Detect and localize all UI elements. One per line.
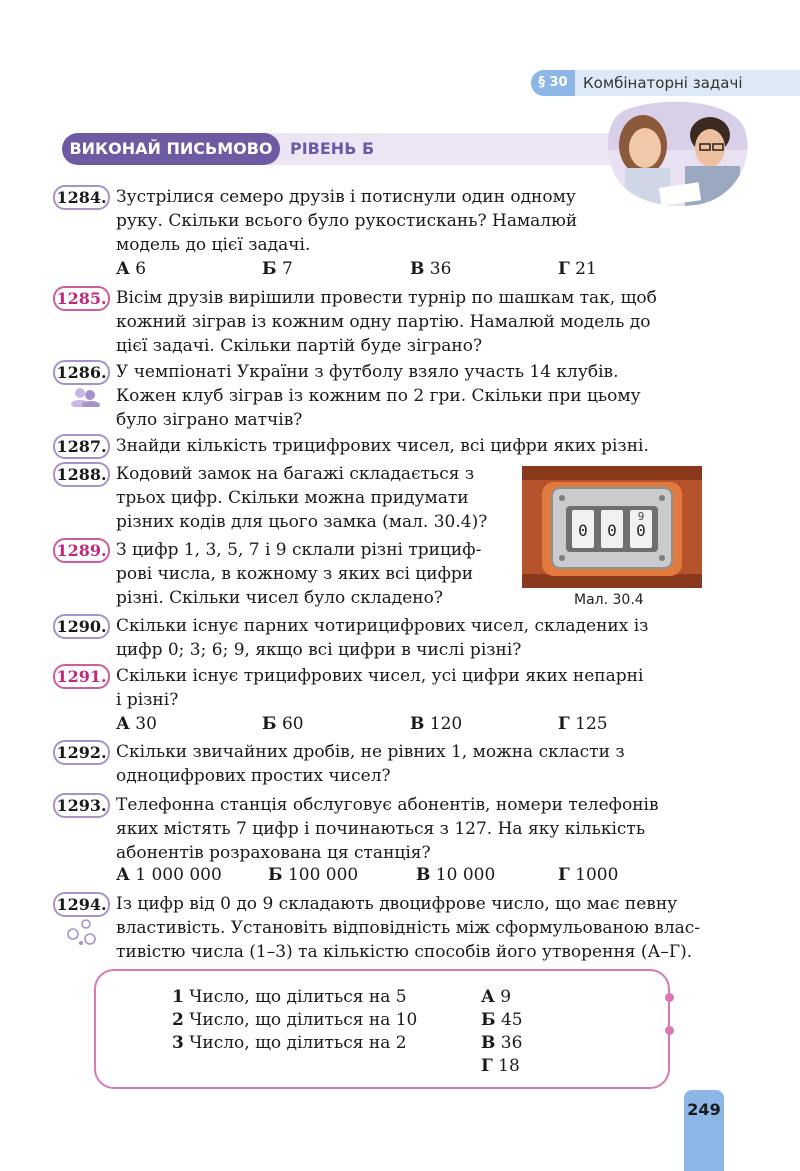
problem-text bbox=[116, 360, 706, 432]
problem-text bbox=[116, 892, 706, 964]
connections-icon bbox=[66, 918, 100, 946]
students-photo bbox=[605, 100, 750, 210]
problem-line: Вісім друзів вирішили провести турнір по шашкам так, щоб bbox=[116, 288, 657, 308]
problem-line: і різні? bbox=[116, 690, 179, 710]
section-number: § 30 bbox=[531, 70, 575, 96]
problem-number: 1294. bbox=[53, 892, 110, 917]
answer-option: В 36 bbox=[410, 259, 452, 279]
decorative-dot bbox=[665, 1026, 674, 1035]
group-work-icon bbox=[70, 387, 100, 407]
problem-line: Кодовий замок на багажі складається з bbox=[116, 464, 475, 484]
problem-line: Зустрілися семеро друзів і потиснули один одному bbox=[116, 187, 576, 207]
answer-option: Б 60 bbox=[262, 714, 304, 734]
problem-number: 1284. bbox=[53, 185, 110, 210]
problem-text bbox=[116, 538, 508, 610]
matching-right-item: Г 18 bbox=[481, 1056, 520, 1076]
problem-line: Із цифр від 0 до 9 складають двоцифрове число, що має певну bbox=[116, 894, 678, 914]
problem-text bbox=[116, 740, 706, 788]
combination-lock-figure bbox=[522, 466, 702, 588]
problem-line: руку. Скільки всього було рукостискань? Намалюй bbox=[116, 211, 578, 231]
problem-line: цієї задачі. Скільки партій буде зіграно? bbox=[116, 336, 483, 356]
answer-option: В 120 bbox=[410, 714, 463, 734]
problem-line: Телефонна станція обслуговує абонентів, номери телефонів bbox=[116, 795, 659, 815]
problem-number: 1289. bbox=[53, 538, 110, 563]
problem-line: різні. Скільки чисел було складено? bbox=[116, 588, 443, 608]
answer-option: В 10 000 bbox=[416, 865, 496, 885]
lock-digit: 0 bbox=[578, 521, 588, 540]
problem-text bbox=[116, 434, 716, 458]
page-number: 249 bbox=[687, 1100, 721, 1119]
problem-number: 1288. bbox=[53, 462, 110, 487]
banner-level: РІВЕНЬ Б bbox=[290, 139, 375, 158]
problem-line: тивістю числа (1–3) та кількістю способів його утворення (А–Г). bbox=[116, 942, 693, 962]
answer-option: Б 100 000 bbox=[268, 865, 359, 885]
answer-option: А 1 000 000 bbox=[116, 865, 222, 885]
answer-option: А 6 bbox=[116, 259, 147, 279]
lock-digit: 9 bbox=[637, 510, 645, 523]
problem-number: 1286. bbox=[53, 360, 110, 385]
matching-left-item: 3 Число, що ділиться на 2 bbox=[172, 1033, 407, 1053]
problem-line: Знайди кількість трицифрових чисел, всі цифри яких різні. bbox=[116, 436, 649, 456]
problem-line: Кожен клуб зіграв із кожним по 2 гри. Скільки при цьому bbox=[116, 386, 641, 406]
matching-left-item: 2 Число, що ділиться на 10 bbox=[172, 1010, 418, 1030]
problem-line: одноцифрових простих чисел? bbox=[116, 766, 391, 786]
matching-left-item: 1 Число, що ділиться на 5 bbox=[172, 987, 407, 1007]
problem-text bbox=[116, 185, 606, 257]
problem-text bbox=[116, 664, 706, 712]
problem-line: У чемпіонаті України з футболу взяло участь 14 клубів. bbox=[116, 362, 619, 382]
matching-right-item: Б 45 bbox=[481, 1010, 523, 1030]
answer-option: Г 125 bbox=[558, 714, 608, 734]
problem-line: було зіграно матчів? bbox=[116, 410, 303, 430]
lock-digit: 0 bbox=[607, 521, 617, 540]
problem-line: кожний зіграв із кожним одну партію. Намалюй модель до bbox=[116, 312, 651, 332]
problem-line: яких містять 7 цифр і починаються з 127. На яку кількість bbox=[116, 819, 646, 839]
answer-option: А 30 bbox=[116, 714, 157, 734]
problem-number: 1291. bbox=[53, 664, 110, 689]
matching-right-item: В 36 bbox=[481, 1033, 523, 1053]
problem-text bbox=[116, 793, 706, 865]
figure-caption: Мал. 30.4 bbox=[574, 592, 644, 608]
problem-line: Скільки існує трицифрових чисел, усі цифри яких непарні bbox=[116, 666, 644, 686]
decorative-dot bbox=[665, 993, 674, 1002]
lock-digit: 0 bbox=[636, 521, 646, 540]
problem-number: 1290. bbox=[53, 614, 110, 639]
problem-text bbox=[116, 286, 706, 358]
problem-line: З цифр 1, 3, 5, 7 і 9 склали різні трициф- bbox=[116, 540, 482, 560]
problem-line: Скільки існує парних чотирицифрових чисел, складених із bbox=[116, 616, 649, 636]
problem-line: цифр 0; 3; 6; 9, якщо всі цифри в числі різні? bbox=[116, 640, 522, 660]
problem-line: різних кодів для цього замка (мал. 30.4)? bbox=[116, 512, 488, 532]
problem-line: рові числа, в кожному з яких всі цифри bbox=[116, 564, 474, 584]
problem-line: властивість. Установіть відповідність між сформульованою влас- bbox=[116, 918, 701, 938]
problem-line: трьох цифр. Скільки можна придумати bbox=[116, 488, 469, 508]
answer-option: Г 1000 bbox=[558, 865, 619, 885]
banner-label: ВИКОНАЙ ПИСЬМОВО bbox=[62, 133, 280, 165]
problem-text bbox=[116, 462, 508, 534]
section-title: Комбінаторні задачі bbox=[583, 74, 743, 92]
problem-line: модель до цієї задачі. bbox=[116, 235, 311, 255]
answer-option: Б 7 bbox=[262, 259, 293, 279]
problem-number: 1293. bbox=[53, 793, 110, 818]
matching-right-item: А 9 bbox=[481, 987, 512, 1007]
problem-number: 1285. bbox=[53, 286, 110, 311]
problem-text bbox=[116, 614, 706, 662]
problem-line: абонентів розрахована ця станція? bbox=[116, 843, 431, 863]
problem-number: 1292. bbox=[53, 740, 110, 765]
answer-option: Г 21 bbox=[558, 259, 597, 279]
problem-line: Скільки звичайних дробів, не рівних 1, можна скласти з bbox=[116, 742, 625, 762]
problem-number: 1287. bbox=[53, 434, 110, 459]
